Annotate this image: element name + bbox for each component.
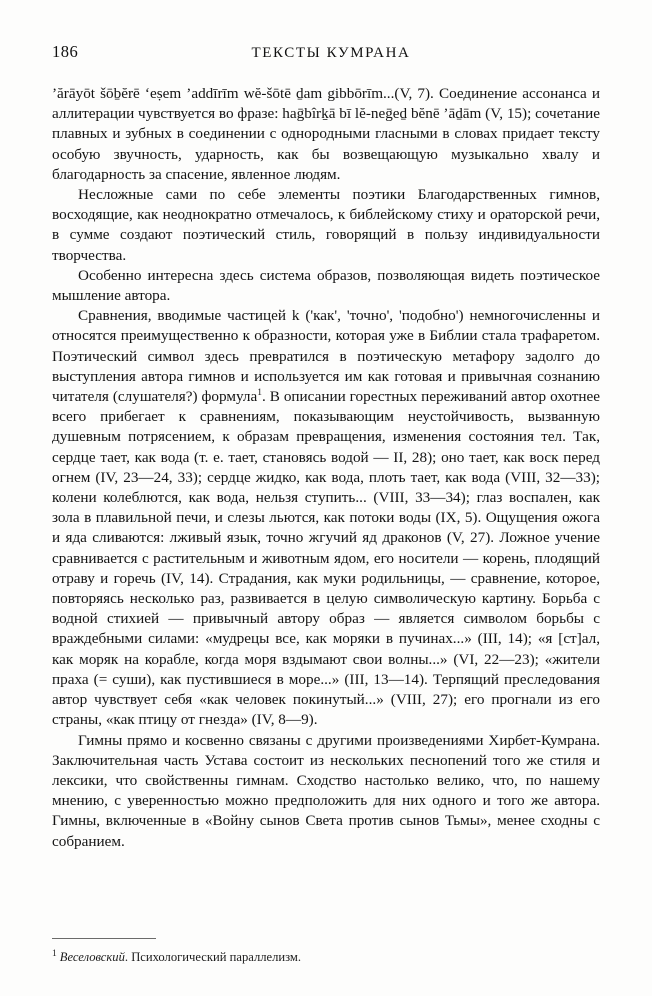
paragraph-5: Гимны прямо и косвенно связаны с другими произведениями Хирбет-Кумрана. Заключительная часть Устава состоит из нескольких песнопений того же стиля и лексики, что свойственны гимнам. Сходство настолько велико, что, по нашему мнению, с уверенностью можно предположить для них одного и того же автора. Гимны, включенные в «Войну сынов Света против сынов Тьмы», менее сходны с собранием. (52, 731, 600, 850)
paragraph-4-part-2: . В описании горестных переживаний автор охотнее всего прибегает к сравнениям, показывающим неустойчивость, вызванную душевным потрясением, к образам превращения, изменения состояния тел. Так, сердце тает, как вода (т. е. тает, становясь водой — II, 28); оно тает, как воск перед огнем (IV, 23—24, 33); сердце жидко, как вода, плоть тает, как вода (VIII, 32—33); колени колеблются, как вода, нельзя ступить... (VIII, 33—34); глаз воспален, как зола в плавильной печи, и слезы льются, как потоки воды (IX, 5). Ощущения ожога и яда сливаются: лживый язык, точно жгучий яд драконов (V, 27). Ложное учение сравнивается с растительным и животным ядом, его носители — корень, плодящий отраву и горечь (IV, 14). Страдания, как муки родильницы, — сравнение, которое, повторяясь несколько раз, развивается в целую символическую картину. Борьба с водной стихией — привычный автору образ — является символом борьбы с враждебными силами: «мудрецы все, как моряки в пучинах...» (III, 14); «я [ст]ал, как моряк на корабле, когда моря вздымают свои волны...» (VI, 22—23); «жители праха (= суши), как пустившиеся в море...» (III, 13—14). Терпящий преследования автор чувствует себя «как человек покинутый...» (VIII, 27); его прогнали из его страны, «как птицу от гнезда» (IV, 8—9). (52, 388, 600, 729)
paragraph-1: ’ărāyōt šōḇĕrē ‘eṣem ’addīrīm wĕ-šōtē ḏam gibbōrīm...(V, 7). Соединение ассонанса и аллитерации чувствуется во фразе: haḡbîrḵā bī lĕ-neḡeḏ bĕnē ’āḏām (V, 15); сочетание плавных и зубных в соединении с однородными гласными в словах придает тексту особую звучность, ударность, как бы возвещающую музыкально хвалу и благодарность за спасение, явленное людям. (52, 85, 600, 183)
paragraph-4-part-1: Сравнения, вводимые частицей k ('как', 'точно', 'подобно') немногочисленны и относятся преимущественно к образности, которая уже в Библии стала трафаретом. Поэтический символ здесь превратился в поэтическую метафору задолго до выступления автора гимнов и используется им как готовая и привычная сознанию читателя (слушателя?) формула (52, 307, 600, 406)
paragraph-2: Несложные сами по себе элементы поэтики Благодарственных гимнов, восходящие, как неоднократно отмечалось, к библейскому стиху и ораторской речи, в сумме создают поэтический стиль, говорящий в пользу индивидуальности творчества. (52, 186, 600, 264)
footnote-number: 1 (52, 949, 57, 959)
footnote-author: Веселовский (59, 950, 125, 965)
footnote (52, 946, 600, 965)
page-number: 186 (52, 42, 79, 61)
footnote-separator (52, 938, 156, 939)
paragraph-3: Особенно интересна здесь система образов, позволяющая видеть поэтическое мышление автора. (52, 266, 600, 305)
footnote-area (52, 938, 600, 965)
footnote-reference[interactable]: 1 (257, 387, 262, 398)
running-title: ТЕКСТЫ КУМРАНА (251, 45, 411, 61)
paragraph-4 (52, 306, 600, 730)
body-text (52, 84, 600, 852)
page-header (52, 42, 600, 64)
footnote-text: . Психологический параллелизм. (124, 950, 302, 965)
